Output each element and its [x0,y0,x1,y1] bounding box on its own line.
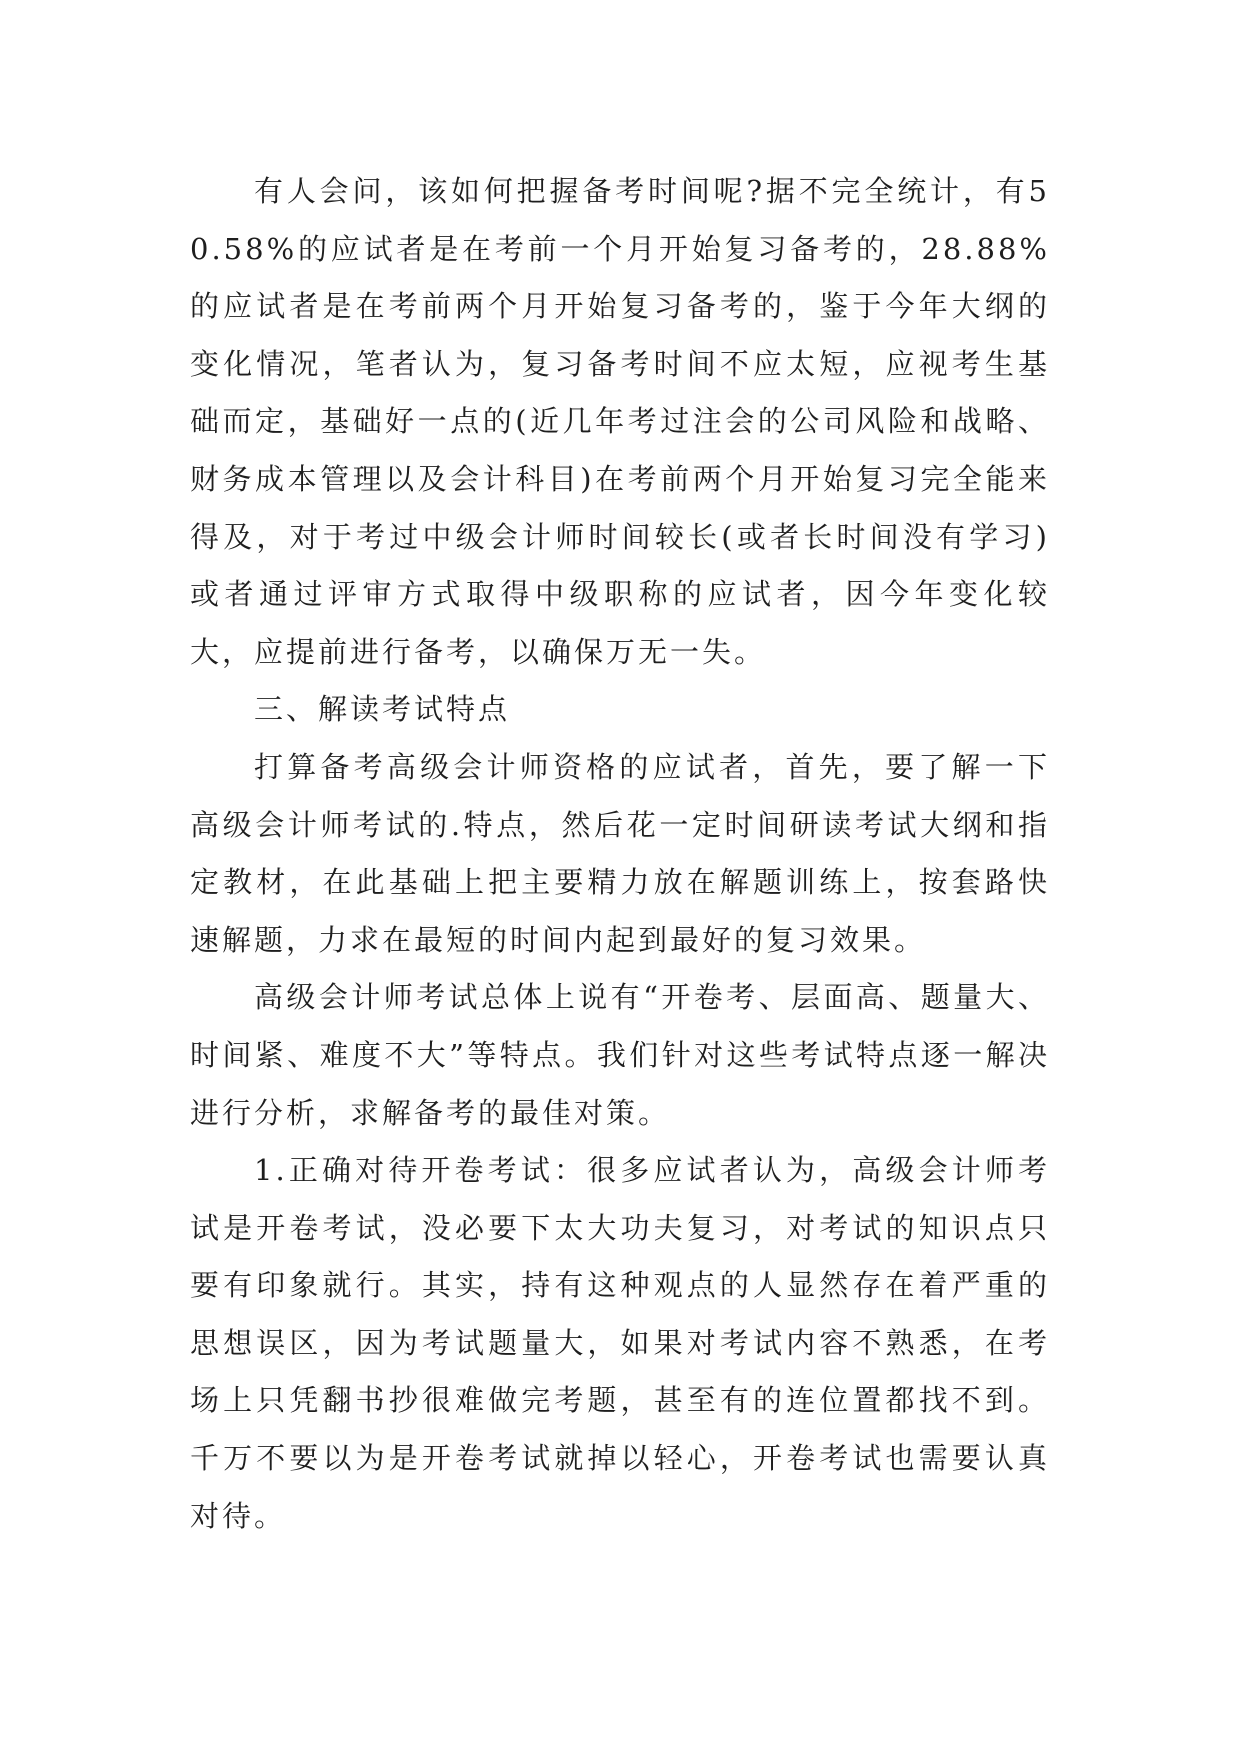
paragraph-exam-timing: 有人会问，该如何把握备考时间呢?据不完全统计，有50.58%的应试者是在考前一个月开始复习备考的，28.88%的应试者是在考前两个月开始复习备考的，鉴于今年大纲的变化情况，笔者认为，复习备考时间不应太短，应视考生基础而定，基础好一点的(近几年考过注会的公司风险和战略、财务成本管理以及会计科目)在考前两个月开始复习完全能来得及，对于考过中级会计师时间较长(或者长时间没有学习)或者通过评审方式取得中级职称的应试者，因今年变化较大，应提前进行备考，以确保万无一失。 [190,174,1050,669]
section-heading-exam-features: 三、解读考试特点 [254,692,511,727]
paragraph-overall-features: 高级会计师考试总体上说有“开卷考、层面高、题量大、时间紧、难度不大”等特点。我们针对这些考试特点逐一解决进行分析，求解备考的最佳对策。 [190,980,1050,1130]
paragraph-open-book-exam: 1.正确对待开卷考试：很多应试者认为，高级会计师考试是开卷考试，没必要下太大功夫复习，对考试的知识点只要有印象就行。其实，持有这种观点的人显然存在着严重的思想误区，因为考试题量大，如果对考试内容不熟悉，在考场上只凭翻书抄很难做完考题，甚至有的连位置都找不到。千万不要以为是开卷考试就掉以轻心，开卷考试也需要认真对待。 [190,1153,1050,1533]
document-body [190,163,1050,1545]
paragraph-understand-features: 打算备考高级会计师资格的应试者，首先，要了解一下高级会计师考试的.特点，然后花一定时间研读考试大纲和指定教材，在此基础上把主要精力放在解题训练上，按套路快速解题，力求在最短的时间内起到最好的复习效果。 [190,749,1050,957]
